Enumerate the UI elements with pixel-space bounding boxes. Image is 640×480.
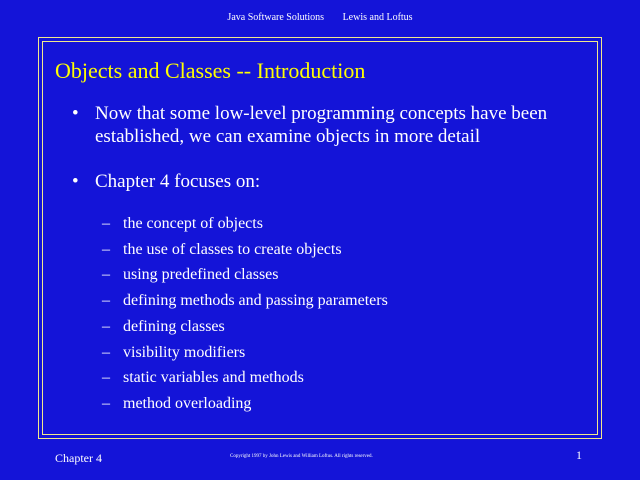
bullet-text: Now that some low-level programming concepts have been established, we can examine objects in more detail — [95, 103, 548, 147]
sub-item — [102, 262, 388, 288]
dash-icon: – — [102, 292, 110, 310]
dash-icon: – — [102, 240, 110, 258]
dash-icon: – — [102, 317, 110, 335]
bullet-list — [72, 102, 592, 215]
slide-title: Objects and Classes -- Introduction — [55, 58, 366, 83]
footer-chapter: Chapter 4 — [55, 451, 102, 465]
book-title: Java Software Solutions — [227, 12, 325, 23]
authors: Lewis and Loftus — [342, 12, 413, 23]
bullet-dot-icon: • — [72, 103, 79, 124]
sub-item-text: the use of classes to create objects — [123, 240, 342, 258]
slide-header — [0, 12, 640, 23]
sub-item-text: defining methods and passing parameters — [123, 292, 388, 310]
sub-item-text: using predefined classes — [123, 266, 279, 284]
dash-icon: – — [102, 215, 110, 232]
sub-item-text: static variables and methods — [123, 369, 304, 387]
sub-item-text: the concept of objects — [123, 215, 263, 232]
footer-copyright: Copyright 1997 by John Lewis and William Loftus. All rights reserved. — [230, 454, 373, 459]
bullet-dot-icon: • — [72, 171, 79, 192]
sub-item — [102, 211, 388, 237]
sub-item-text: defining classes — [123, 317, 225, 335]
sub-bullet-list — [102, 211, 388, 417]
dash-icon: – — [102, 369, 110, 387]
dash-icon: – — [102, 343, 110, 361]
sub-item — [102, 314, 388, 340]
bullet-text: Chapter 4 focuses on: — [95, 171, 261, 192]
sub-item-text: method overloading — [123, 394, 252, 412]
bullet-item — [72, 102, 592, 148]
sub-item — [102, 288, 388, 314]
page-number: 1 — [576, 448, 582, 462]
dash-icon: – — [102, 266, 110, 284]
sub-item — [102, 340, 388, 366]
dash-icon: – — [102, 394, 110, 412]
bullet-item — [72, 170, 592, 193]
sub-item — [102, 365, 388, 391]
sub-item — [102, 237, 388, 263]
sub-item — [102, 391, 388, 417]
sub-item-text: visibility modifiers — [123, 343, 246, 361]
